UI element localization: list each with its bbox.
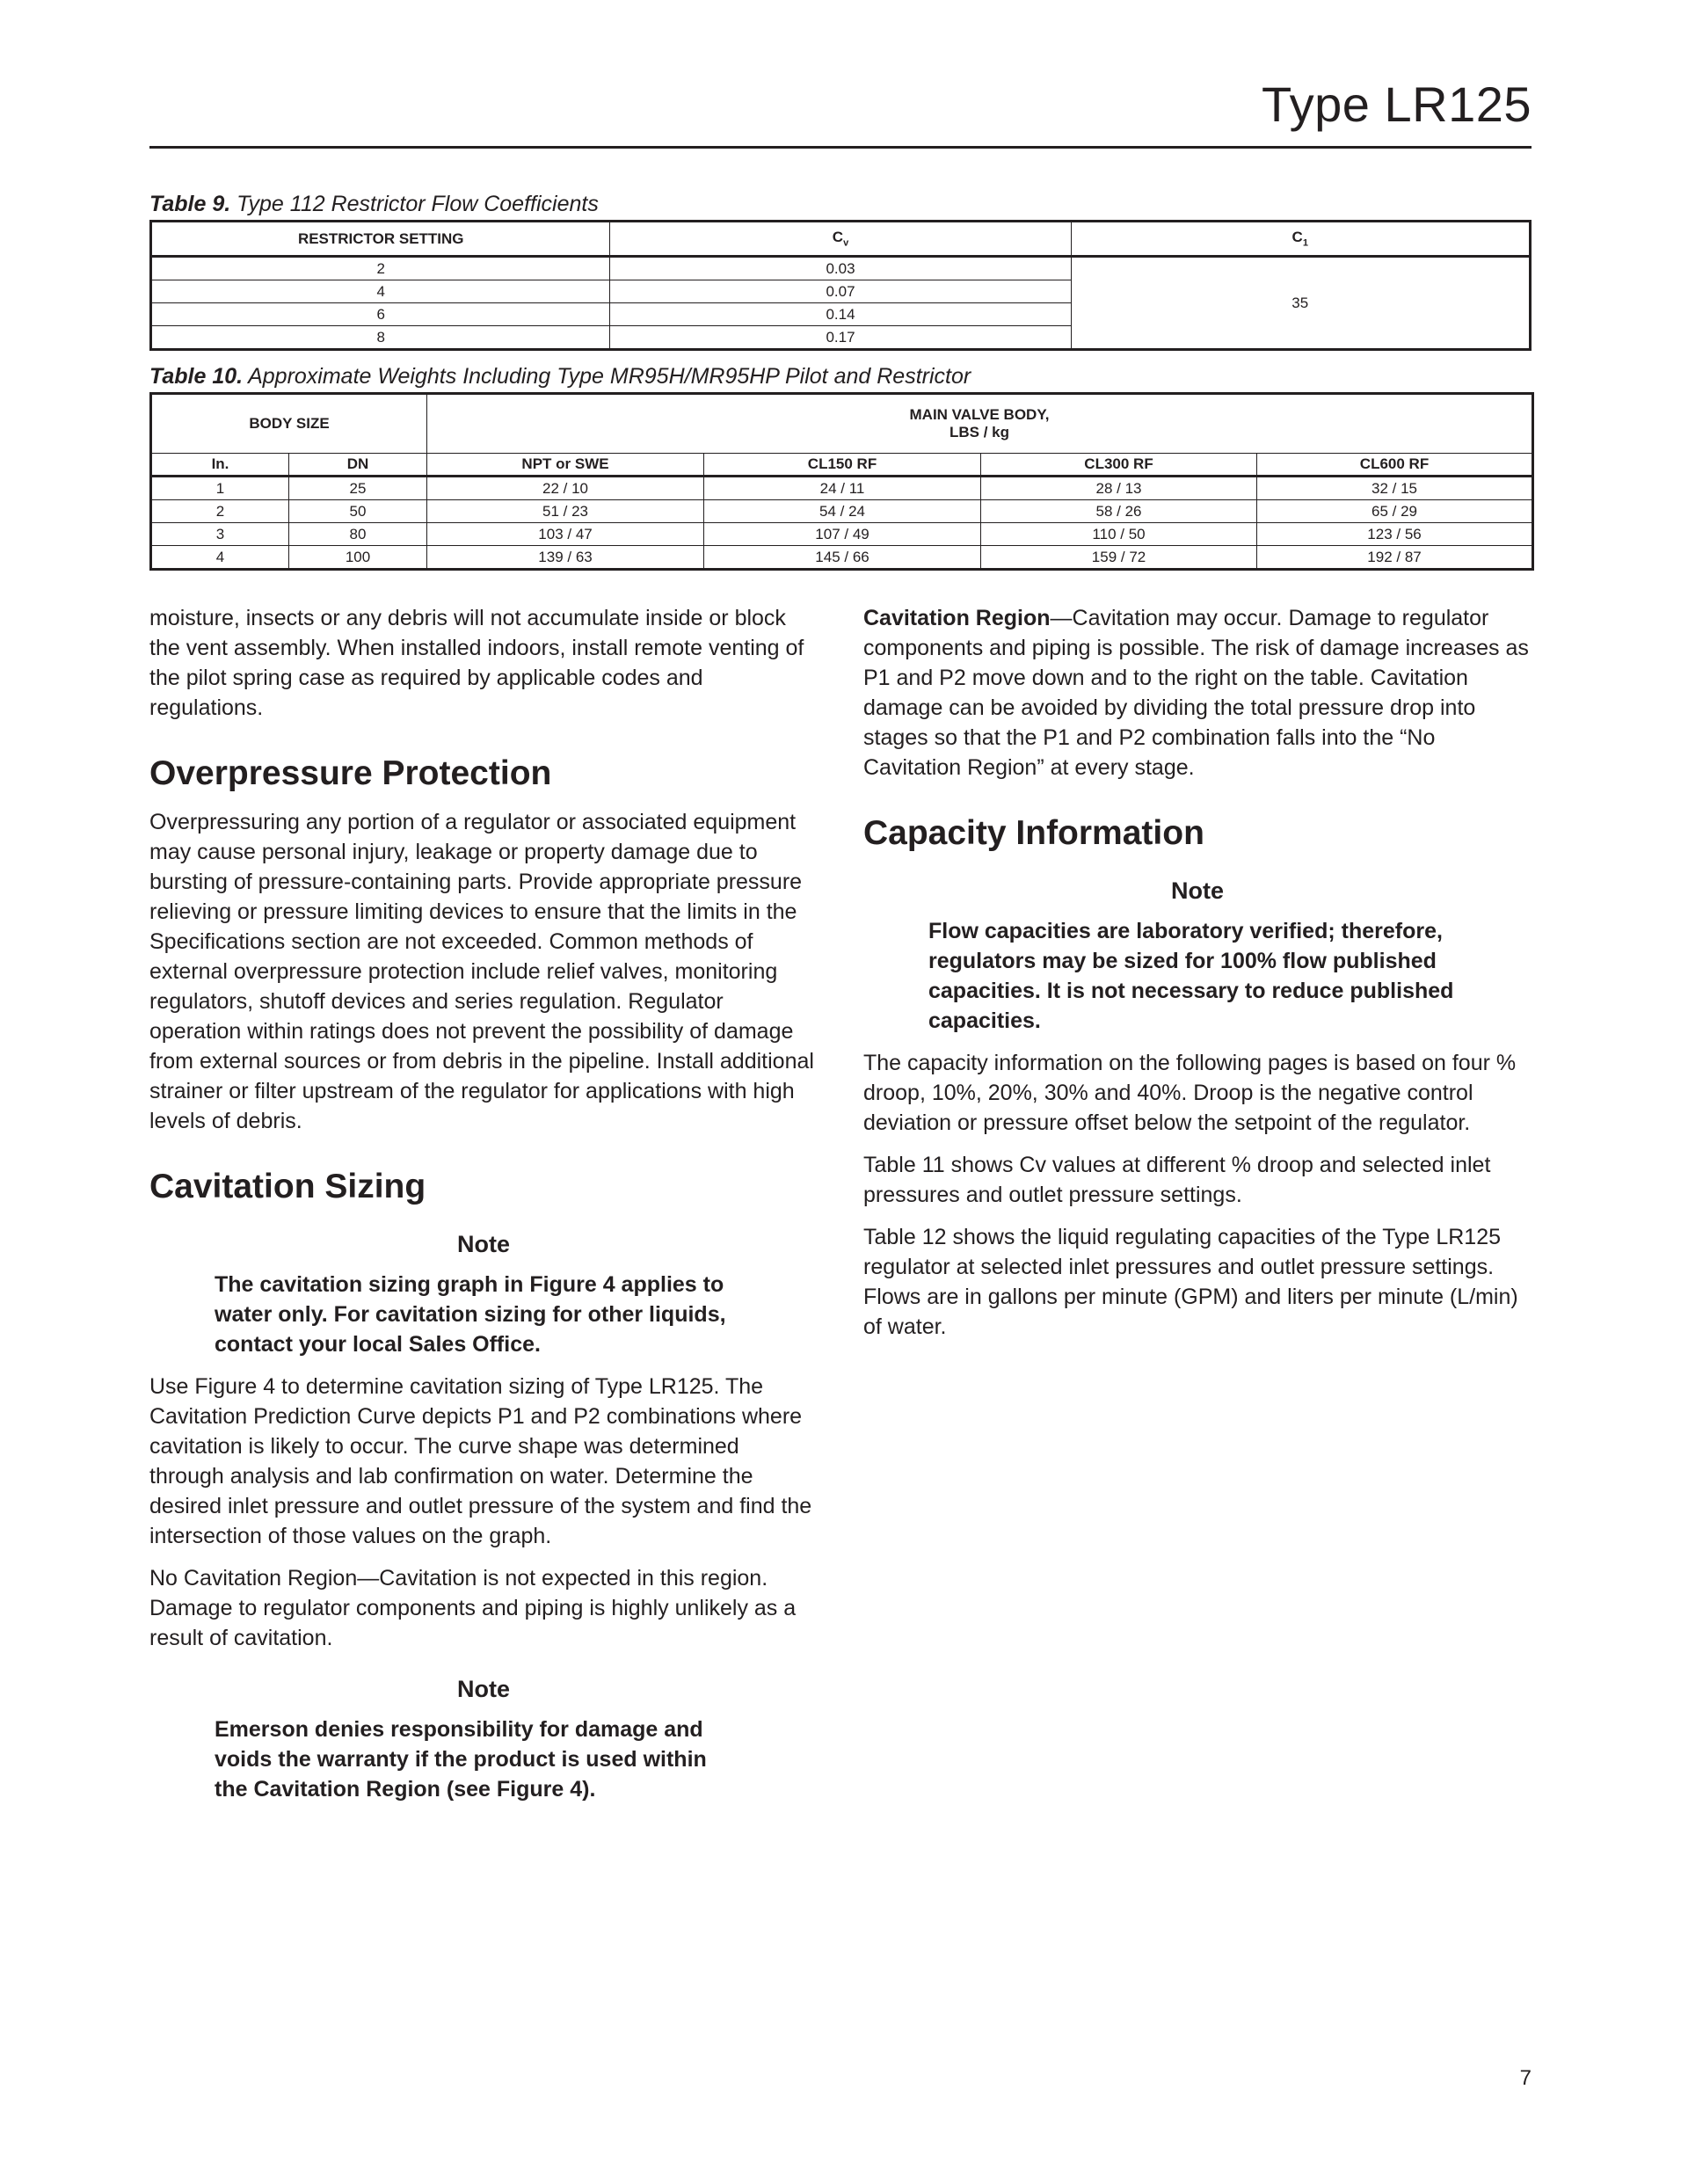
table10-header-cl300: CL300 RF [981, 454, 1257, 477]
table-row [151, 477, 1533, 500]
table10-header-cl600: CL600 RF [1257, 454, 1533, 477]
table10-caption [149, 364, 971, 389]
page-number: 7 [1519, 2066, 1532, 2090]
table10-cell-dn: 80 [289, 523, 427, 546]
table10-cell-cl300: 110 / 50 [981, 523, 1257, 546]
table9-caption-text: Type 112 Restrictor Flow Coefficients [230, 192, 599, 216]
table10-cell-cl300: 58 / 26 [981, 500, 1257, 523]
cavitation-region-text: —Cavitation may occur. Damage to regulator components and piping is possible. The risk of damage increases as P1 and P2 move down and to the right on the table. Cavitation damage can be avoided by dividing the total pressure drop into stages so that the P1 and P2 combination falls into the “No Cavitation Region” at every stage. [863, 606, 1529, 780]
table10-header-cl150: CL150 RF [704, 454, 981, 477]
table10-header-dn: DN [289, 454, 427, 477]
note-heading: Note [1171, 877, 1224, 904]
table10-cell-npt: 103 / 47 [427, 523, 704, 546]
table12-paragraph: Table 12 shows the liquid regulating capacities of the Type LR125 regulator at selected inlet pressures and outlet pressure settings. Flows are in gallons per minute (GPM) and liters per minute (L/min) of water. [863, 1225, 1518, 1339]
no-cavitation-paragraph: No Cavitation Region—Cavitation is not expected in this region. Damage to regulator components and piping is highly unlikely as a result of cavitation. [149, 1566, 797, 1650]
table10-cell-dn: 50 [289, 500, 427, 523]
table-row [151, 500, 1533, 523]
table10-cell-npt: 22 / 10 [427, 477, 704, 500]
note-heading: Note [457, 1676, 510, 1702]
table10-header-npt: NPT or SWE [427, 454, 704, 477]
table10-cell-cl600: 123 / 56 [1257, 523, 1533, 546]
table10-cell-dn: 25 [289, 477, 427, 500]
table9 [149, 220, 1532, 351]
table9-cell-setting: 8 [151, 326, 610, 350]
table10-cell-cl300: 28 / 13 [981, 477, 1257, 500]
table10-cell-cl600: 32 / 15 [1257, 477, 1533, 500]
table-row [151, 257, 1531, 280]
page-header-title: Type LR125 [1262, 76, 1532, 132]
table9-cell-setting: 4 [151, 280, 610, 303]
overpressure-heading: Overpressure Protection [149, 754, 552, 792]
table10-cell-npt: 139 / 63 [427, 546, 704, 570]
table9-caption-label: Table 9. [149, 192, 231, 216]
capacity-information-heading: Capacity Information [863, 814, 1204, 852]
table9-cell-setting: 6 [151, 303, 610, 326]
table10-cell-cl150: 107 / 49 [704, 523, 981, 546]
table9-cell-cv: 0.14 [610, 303, 1071, 326]
table10-cell-in: 3 [151, 523, 289, 546]
table10-cell-in: 1 [151, 477, 289, 500]
table10-cell-cl150: 145 / 66 [704, 546, 981, 570]
table10-cell-cl150: 54 / 24 [704, 500, 981, 523]
table10-header-units: LBS / kg [950, 424, 1010, 440]
use-figure-paragraph: Use Figure 4 to determine cavitation sizing of Type LR125. The Cavitation Prediction Curve depicts P1 and P2 combinations where cavitation is likely to occur. The curve shape was determined through analysis and lab confirmation on water. Determine the desired inlet pressure and outlet pressure of the system and find the intersection of those values on the graph. [149, 1374, 812, 1548]
table10 [149, 392, 1534, 571]
table10-caption-text: Approximate Weights Including Type MR95H/MR95HP Pilot and Restrictor [243, 364, 971, 389]
table9-cell-cv: 0.07 [610, 280, 1071, 303]
cavitation-sizing-heading: Cavitation Sizing [149, 1168, 426, 1205]
table10-header-main-valve-body: MAIN VALVE BODY, [909, 406, 1050, 423]
table10-cell-in: 4 [151, 546, 289, 570]
table9-cell-setting: 2 [151, 257, 610, 280]
table9-header-cv: $C_v$ [610, 222, 1071, 257]
table9-cell-cv: 0.17 [610, 326, 1071, 350]
overpressure-paragraph: Overpressuring any portion of a regulator or associated equipment may cause personal injury, leakage or property damage due to bursting of pressure-containing parts. Provide appropriate pressure relieving or pressure limiting devices to ensure that the limits in the Specifications section are not exceeded. Common methods of external overpressure protection include relief valves, monitoring regulators, shutoff devices and series regulation. Regulator operation within ratings does not prevent the possibility of damage from external sources or from debris in the pipeline. Install additional strainer or filter upstream of the regulator for applications with high levels of debris. [149, 810, 814, 1133]
note-text: Flow capacities are laboratory verified; therefore, regulators may be sized for 100% flow published capacities. It is not necessary to reduce published capacities. [928, 919, 1454, 1033]
table10-header-main-valve [427, 394, 1533, 454]
right-column [863, 603, 1532, 1354]
table11-paragraph: Table 11 shows Cv values at different % droop and selected inlet pressures and outlet pressure settings. [863, 1153, 1491, 1207]
left-column [149, 603, 818, 1816]
table10-cell-cl600: 192 / 87 [1257, 546, 1533, 570]
cavitation-region-paragraph [863, 603, 1532, 783]
table9-cell-c1: 35 [1071, 257, 1531, 350]
table10-cell-dn: 100 [289, 546, 427, 570]
capacity-paragraph: The capacity information on the following pages is based on four % droop, 10%, 20%, 30% and 40%. Droop is the negative control deviation or pressure offset below the setpoint of the regulator. [863, 1051, 1517, 1135]
table10-cell-cl150: 24 / 11 [704, 477, 981, 500]
table10-cell-npt: 51 / 23 [427, 500, 704, 523]
header-rule [149, 146, 1532, 149]
intro-paragraph: moisture, insects or any debris will not accumulate inside or block the vent assembly. When installed indoors, install remote venting of the pilot spring case as required by applicable codes and regulations. [149, 606, 804, 720]
table9-cell-cv: 0.03 [610, 257, 1071, 280]
table10-header-body-size: BODY SIZE [151, 394, 427, 454]
cavitation-region-label: Cavitation Region [863, 606, 1051, 630]
note-heading: Note [457, 1231, 510, 1257]
note-text: The cavitation sizing graph in Figure 4 applies to water only. For cavitation sizing for other liquids, contact your local Sales Office. [215, 1272, 726, 1357]
table-row [151, 523, 1533, 546]
table10-header-in: In. [151, 454, 289, 477]
table10-cell-in: 2 [151, 500, 289, 523]
table10-caption-label: Table 10. [149, 364, 244, 389]
note-text: Emerson denies responsibility for damage and voids the warranty if the product is used within the Cavitation Region (see Figure 4). [215, 1717, 707, 1802]
table10-cell-cl600: 65 / 29 [1257, 500, 1533, 523]
table10-cell-cl300: 159 / 72 [981, 546, 1257, 570]
table9-caption [149, 192, 599, 217]
table-row [151, 546, 1533, 570]
table9-header-setting: RESTRICTOR SETTING [151, 222, 610, 257]
table9-header-c1: $C_1$ [1071, 222, 1531, 257]
